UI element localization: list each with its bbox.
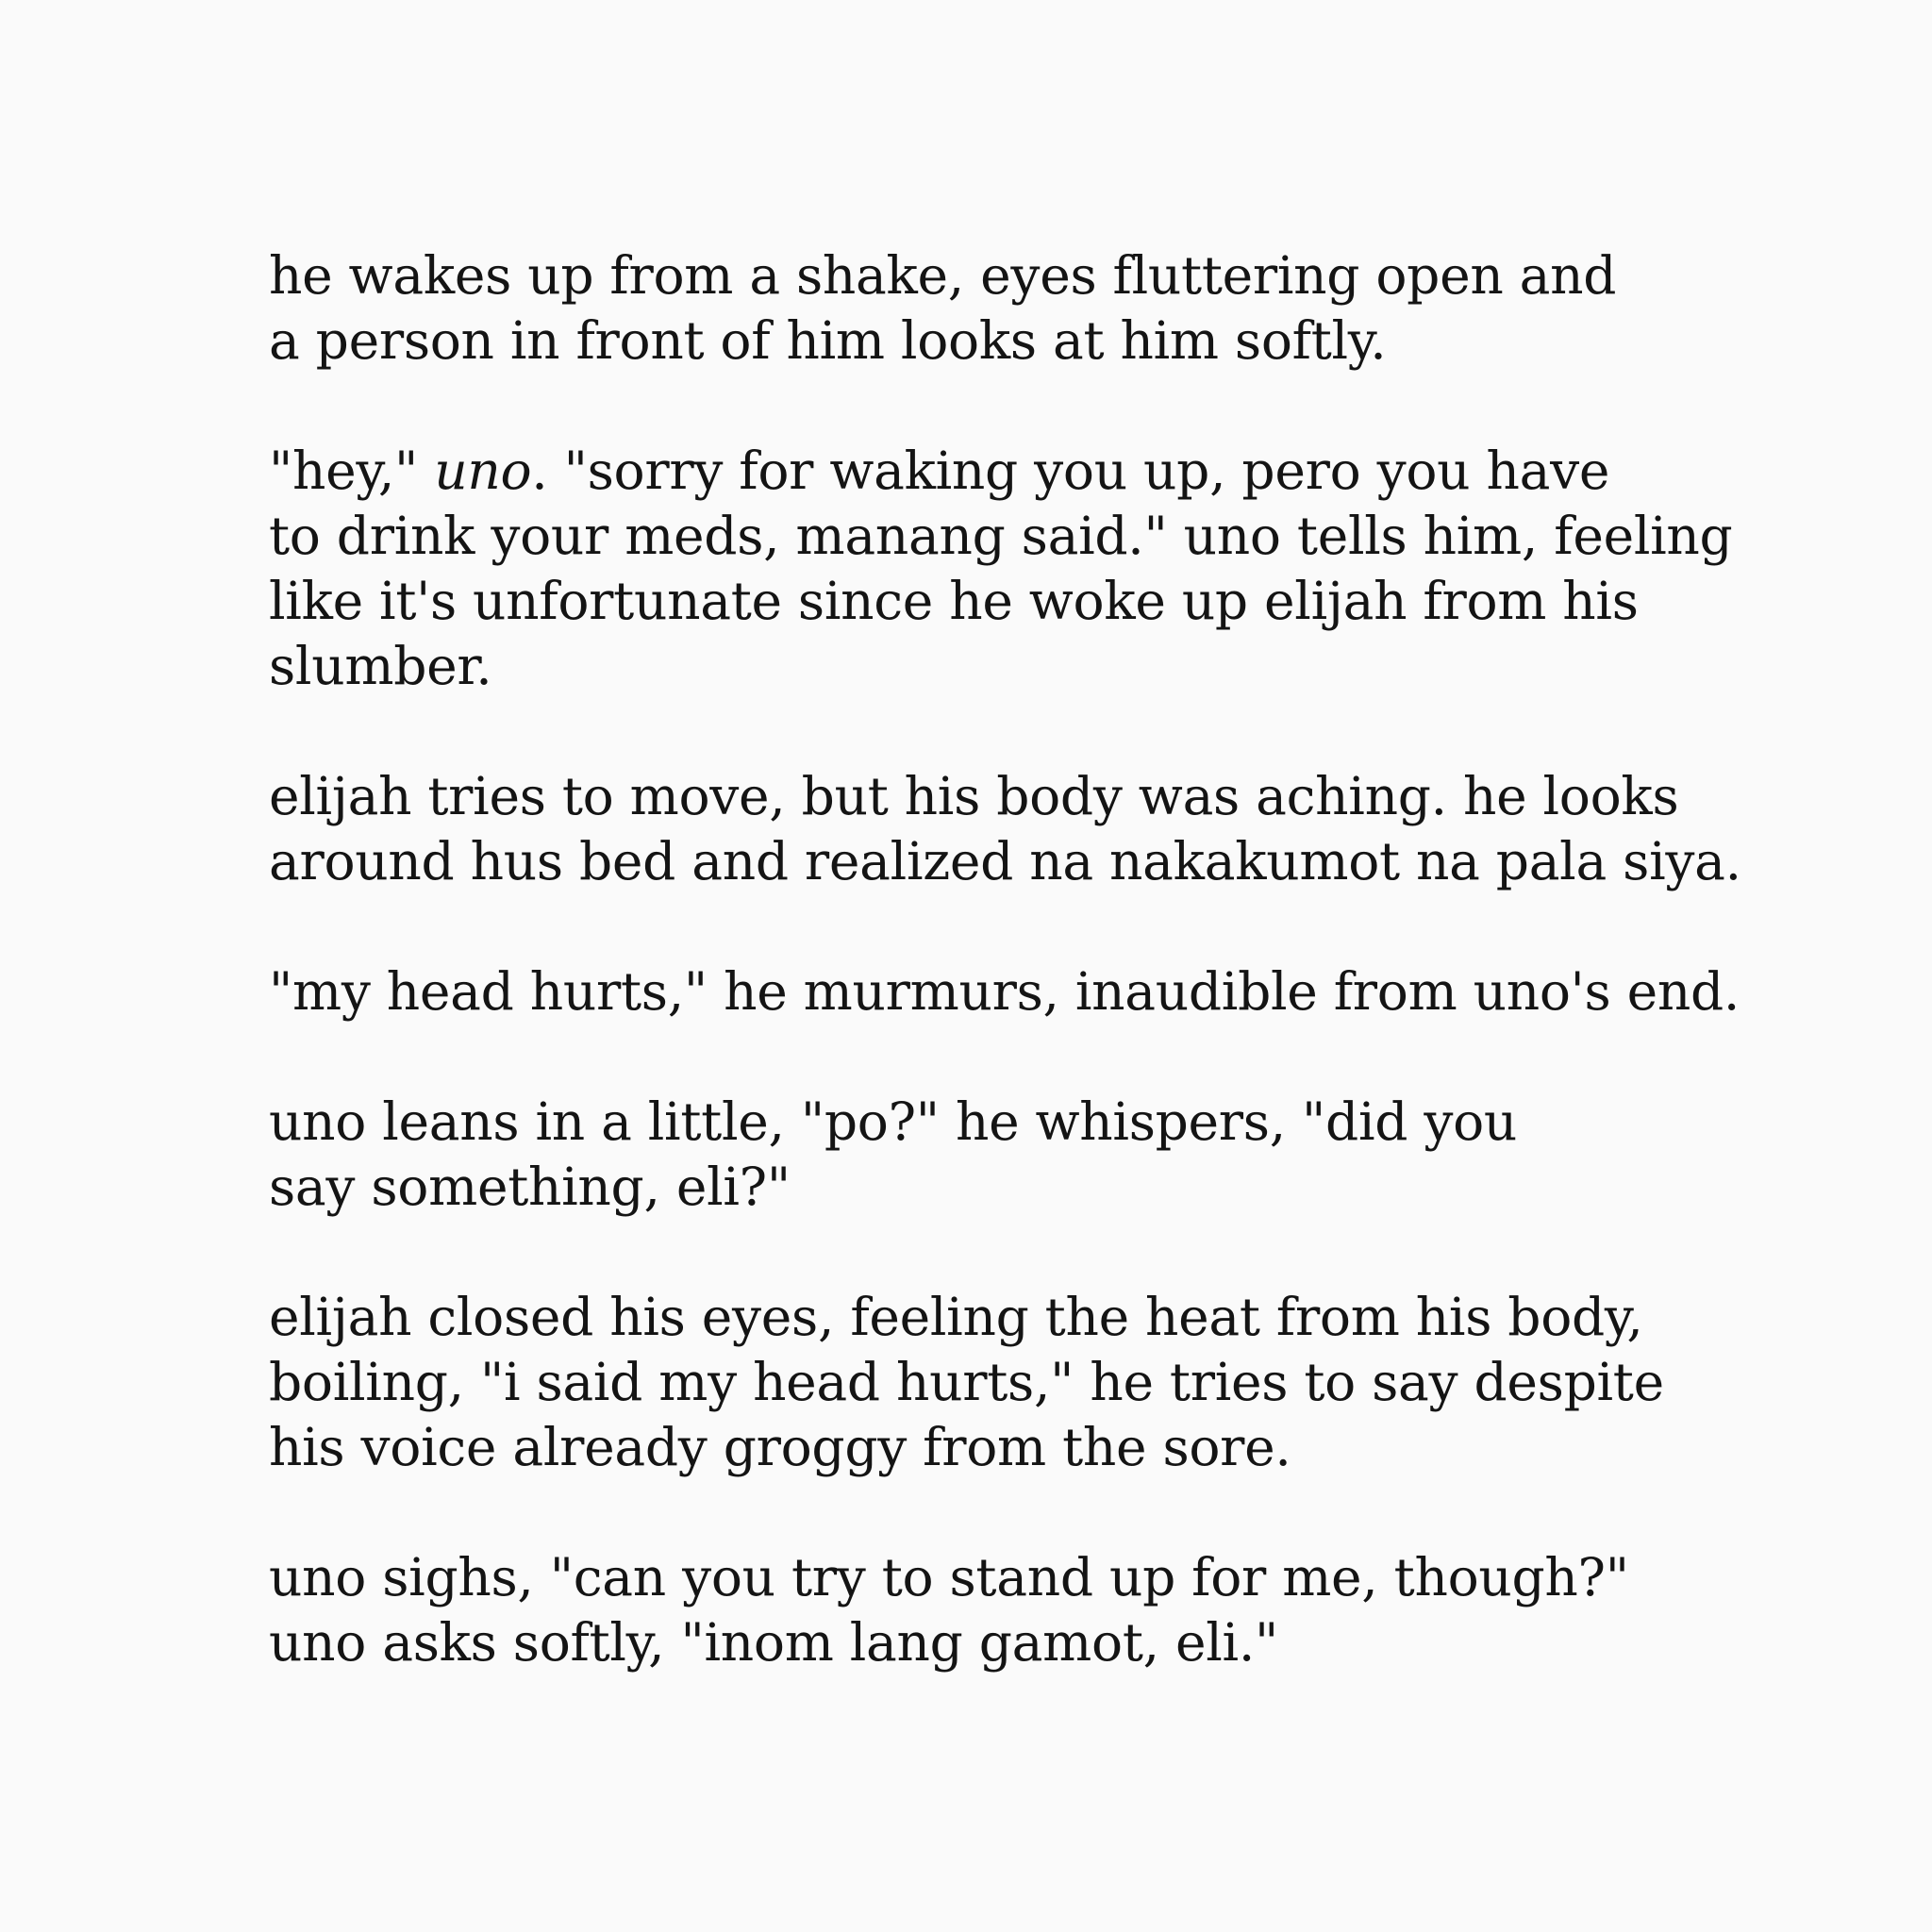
text-line: slumber.	[269, 636, 492, 696]
paragraph-2	[269, 439, 1733, 699]
text-line: uno leans in a little, "po?" he whispers, "did you	[269, 1091, 1518, 1152]
text-line: to drink your meds, manang said." uno tells him, feeling	[269, 506, 1733, 566]
text-line	[269, 439, 1703, 504]
story-text	[269, 243, 1741, 1675]
dialogue-start: "hey,"	[269, 441, 435, 501]
text-line: like it's unfortunate since he woke up elijah from his	[269, 571, 1639, 631]
text-line: a person in front of him looks at him softly.	[269, 310, 1387, 371]
text-line: his voice already groggy from the sore.	[269, 1417, 1291, 1477]
text-line: elijah closed his eyes, feeling the heat from his body,	[269, 1287, 1643, 1347]
text-line: uno asks softly, "inom lang gamot, eli."	[269, 1612, 1279, 1673]
paragraph-4	[269, 959, 1740, 1024]
paragraph-5	[269, 1090, 1703, 1220]
italic-name: uno	[434, 441, 532, 501]
text-line: elijah tries to move, but his body was aching. he looks	[269, 766, 1679, 826]
text-line: say something, eli?"	[269, 1157, 791, 1217]
paragraph-6	[269, 1285, 1703, 1480]
paragraph-3	[269, 764, 1741, 894]
text-line: "my head hurts," he murmurs, inaudible from uno's end.	[269, 961, 1740, 1022]
text-line: uno sighs, "can you try to stand up for me, though?"	[269, 1547, 1629, 1607]
text-line: he wakes up from a shake, eyes fluttering open and	[269, 245, 1617, 306]
dialogue-rest: . "sorry for waking you up, pero you have	[531, 441, 1610, 501]
paragraph-1	[269, 243, 1703, 374]
text-line: around hus bed and realized na nakakumot na pala siya.	[269, 831, 1741, 891]
paragraph-7	[269, 1545, 1703, 1675]
text-line: boiling, "i said my head hurts," he tries to say despite	[269, 1352, 1664, 1412]
